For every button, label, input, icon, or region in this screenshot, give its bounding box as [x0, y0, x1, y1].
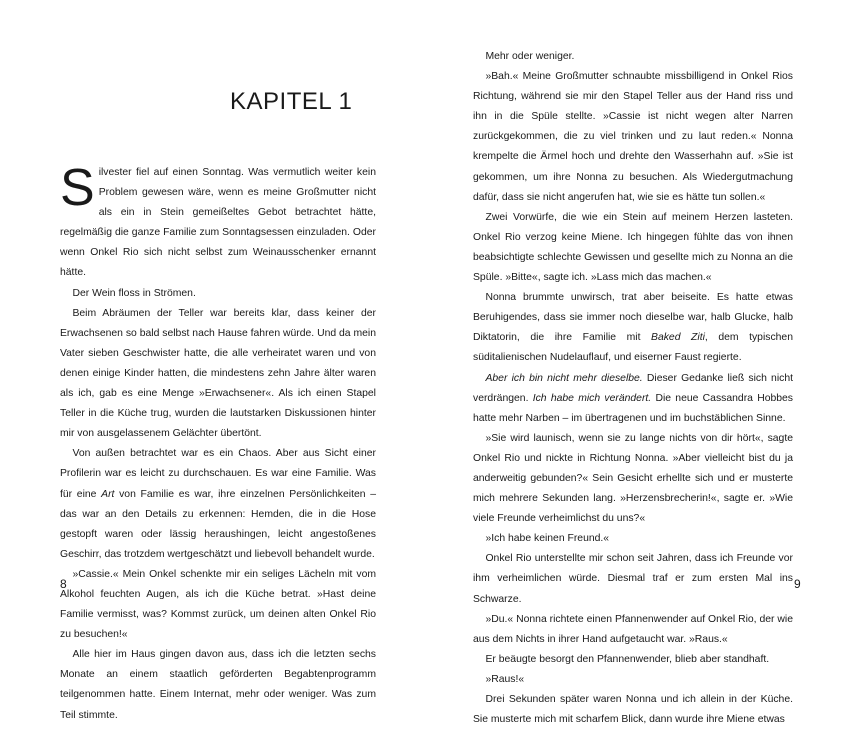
emphasis: Aber ich bin nicht mehr dieselbe.: [485, 372, 643, 384]
paragraph: Der Wein floss in Strömen.: [72, 287, 196, 299]
paragraph: Er beäugte besorgt den Pfannenwender, blieb aber standhaft.: [485, 653, 770, 665]
paragraph: [60, 159, 376, 284]
paragraph: Zwei Vorwürfe, die wie ein Stein auf meinem Herzen lasteten. Onkel Rio verzog keine Miene. Ich hingegen fühlte das von ihnen beabsichtigte schlechte Gewissen und gesellte mich zu Nonna an die Spüle. »Bitte«, sagte ich. »Lass mich das machen.«: [473, 211, 793, 284]
paragraph-text: Dieser Gedanke ließ sich nicht verdrängen.: [473, 372, 793, 404]
page-number: 8: [60, 577, 67, 591]
paragraph: Mehr oder weniger.: [485, 51, 575, 62]
emphasis: Baked Ziti: [651, 332, 705, 344]
paragraph: Alle hier im Haus gingen davon aus, dass ich die letzten sechs Monate an einem staatlich geförderten Begabtenprogramm teilgenommen hatte. Einem Internat, mehr oder weniger. Was zum Teil stimmte.: [60, 649, 376, 721]
paragraph: »Du.« Nonna richtete einen Pfannenwender auf Onkel Rio, der wie aus dem Nichts in ihrer Hand aufgetaucht war. »Raus.«: [473, 613, 793, 645]
left-page: [0, 0, 424, 721]
paragraph-text: Nonna brummte unwirsch, trat aber beiseite. Es hatte etwas Beruhigendes, dass sie immer noch dieselbe war, halb Glucke, halb Diktatorin, die ihre Familie mit: [473, 292, 793, 344]
page-number: 9: [794, 577, 801, 591]
paragraph-text: , dem typischen süditalienischen Nudelauflauf, und eiserner Faust regierte.: [473, 332, 793, 364]
paragraph: »Bah.« Meine Großmutter schnaubte missbilligend in Onkel Rios Richtung, während sie mir den Stapel Teller aus der Hand riss und ihn in die Spüle stellte. »Cassie ist nicht wegen alter Narren zurückgekommen, die zu viel trinken und zu laut reden.« Nonna krempelte die Ärmel hoch und drehte den Wasserhahn auf. »Sie ist gekommen, um ihre Nonna zu besuchen. Als Wiedergutmachung dafür, dass sie nicht angerufen hat, wie sie es hätte tun sollen.«: [473, 71, 793, 203]
left-page-text: [60, 159, 376, 726]
paragraph: [473, 369, 793, 429]
emphasis: Art: [101, 488, 115, 500]
emphasis: Ich habe mich verändert.: [532, 392, 652, 404]
paragraph: [60, 444, 376, 565]
right-page: [425, 0, 849, 726]
right-page-text: [473, 47, 793, 730]
paragraph: [473, 288, 793, 368]
paragraph: »Sie wird launisch, wenn sie zu lange nichts von dir hört«, sagte Onkel Rio und nickte in Richtung Nonna. »Aber vielleicht bist du ja anderweitig gebunden?« Sein Gesicht erhellte sich und er musterte mich mehrere Sekunden lang. »Herzensbrecherin!«, sagte er. »Wie viele Freunde verheimlichst du uns?«: [473, 432, 793, 525]
paragraph: Drei Sekunden später waren Nonna und ich allein in der Küche. Sie musterte mich mit scharfem Blick, dann wurde ihre Miene etwas: [473, 694, 793, 726]
paragraph: Onkel Rio unterstellte mir schon seit Jahren, dass ich Freunde vor ihm verheimlichen würde. Diesmal traf er zum ersten Mal ins Schwarze.: [473, 553, 793, 605]
paragraph: »Ich habe keinen Freund.«: [485, 533, 610, 545]
drop-cap: S: [60, 159, 95, 217]
paragraph: »Raus!«: [485, 673, 525, 685]
chapter-title: KAPITEL 1: [230, 88, 353, 115]
paragraph: Beim Abräumen der Teller war bereits klar, dass keiner der Erwachsenen so bald selbst nach Hause fahren würde. Und da mein Vater sieben Geschwister hatte, die alle verheiratet waren und von denen einige Kinder hatten, die mindestens zehn Jahre älter waren als ich, gab es eine Menge »Erwachsener«. Als ich einen Stapel Teller in die Küche trug, wurden die lautstarken Diskussionen hinter mir von ausgelassenem Gelächter übertönt.: [60, 307, 376, 440]
paragraph-text: ilvester fiel auf einen Sonntag. Was vermutlich weiter kein Problem gewesen wäre, wenn es meine Großmutter nicht als ein in Stein gemeißeltes Gebot betrachtet hätte, regelmäßig die ganze Familie zum Sonntagsessen einzuladen. Oder wenn Onkel Rio sich nicht selbst zum Weinausschenker ernannt hätte.: [60, 167, 376, 279]
paragraph: »Cassie.« Mein Onkel schenkte mir ein seliges Lächeln mit vom Alkohol feuchten Augen, als ich die Küche betrat. »Hast deine Familie vermisst, was? Kommst zurück, um deinen alten Onkel Rio zu besuchen!«: [60, 568, 376, 641]
paragraph-text: von Familie es war, ihre einzelnen Persönlichkeiten – das war an den Details zu erkennen: Hemden, die in die Hose gestopft waren oder lässig heraushingen, leicht angestoßenes Geschirr, das trotzdem wertgeschätzt und liebevoll behandelt wurde.: [60, 488, 376, 560]
paragraph-text: Die neue Cassandra Hobbes hatte mehr Narben – im übertragenen und im buchstäblichen Sinne.: [473, 392, 794, 424]
paragraph-text: Von außen betrachtet war es ein Chaos. Aber aus Sicht einer Profilerin war es leicht zu durchschauen. Es war eine Familie. Was für eine: [60, 448, 376, 500]
